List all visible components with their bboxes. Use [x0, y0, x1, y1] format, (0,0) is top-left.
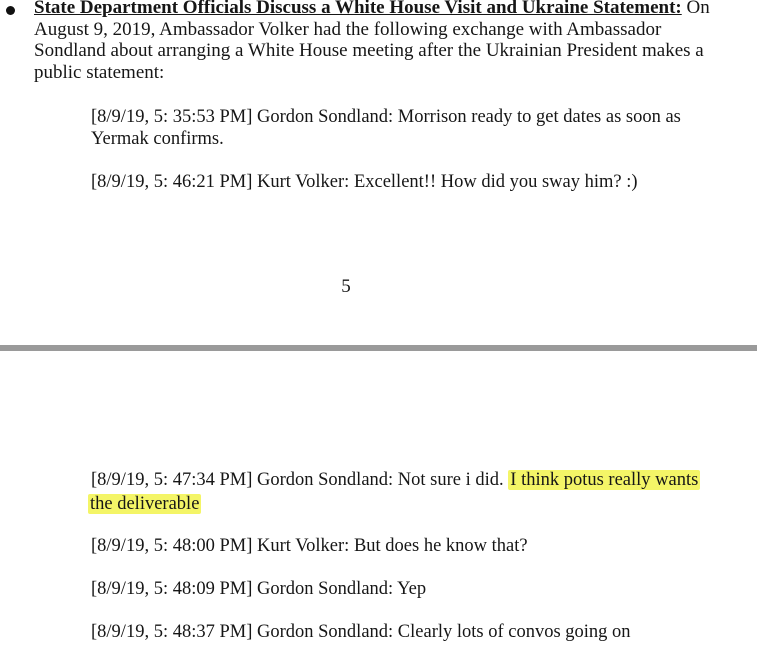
message-line: [8/9/19, 5: 48:00 PM] Kurt Volker: But does he know that? [91, 536, 528, 556]
message-line: [8/9/19, 5: 48:37 PM] Gordon Sondland: Clearly lots of convos going on [91, 622, 631, 642]
section-heading: State Department Officials Discuss a White House Visit and Ukraine Statement: [34, 0, 682, 18]
document-page-bottom [0, 351, 757, 664]
message-line: [8/9/19, 5: 35:53 PM] Gordon Sondland: Morrison ready to get dates as soon as Yermak confirms. [91, 107, 681, 149]
bullet-paragraph [34, 0, 724, 83]
message-prefix: [8/9/19, 5: 47:34 PM] Gordon Sondland: Not sure i did. [91, 470, 509, 490]
section-intro-text: On August 9, 2019, Ambassador Volker had the following exchange with Ambassador Sondland about arranging a White House meeting after the Ukrainian President makes a public statement: [34, 0, 710, 83]
message-line-highlighted [91, 468, 721, 516]
highlighted-text: I think potus really wants [510, 470, 699, 490]
bullet-icon [6, 6, 15, 15]
highlighted-text: the deliverable [90, 494, 200, 514]
message-line: [8/9/19, 5: 48:09 PM] Gordon Sondland: Yep [91, 579, 427, 599]
page-number: 5 [341, 276, 351, 297]
message-line: [8/9/19, 5: 46:21 PM] Kurt Volker: Excellent!! How did you sway him? :) [91, 172, 638, 192]
